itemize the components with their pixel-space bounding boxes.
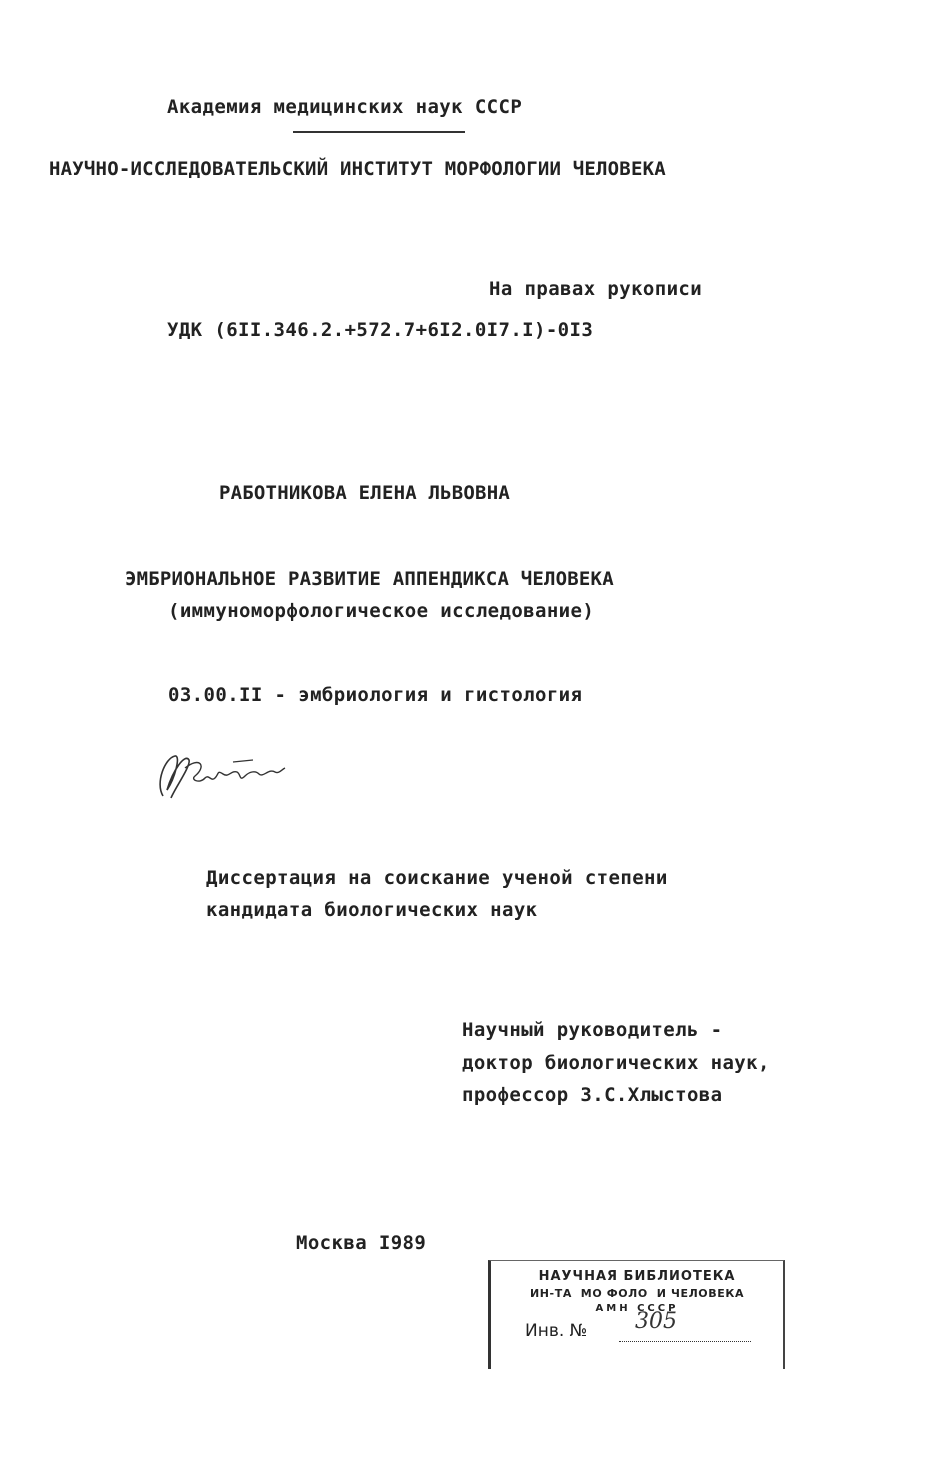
dissertation-line1: Диссертация на соискание ученой степени [206, 867, 668, 889]
stamp-inventory-label: Инв. № [525, 1321, 588, 1341]
author-signature-image [145, 748, 295, 808]
specialty-code: 03.00.II - эмбриология и гистология [168, 684, 583, 706]
supervisor-name: профессор З.С.Хлыстова [462, 1084, 723, 1106]
academy-name: Академия медицинских наук СССР [167, 96, 523, 118]
institute-name: НАУЧНО-ИССЛЕДОВАТЕЛЬСКИЙ ИНСТИТУТ МОРФОЛОГИИ ЧЕЛОВЕКА [49, 158, 666, 180]
thesis-title: ЭМБРИОНАЛЬНОЕ РАЗВИТИЕ АППЕНДИКСА ЧЕЛОВЕКА [125, 568, 614, 590]
stamp-institute: ИН-ТА МО ФОЛО И ЧЕЛОВЕКА [529, 1287, 745, 1300]
dissertation-line2: кандидата биологических наук [206, 899, 538, 921]
supervisor-degree: доктор биологических наук, [462, 1052, 770, 1074]
stamp-academy: АМН СССР [595, 1303, 679, 1314]
udc-code: УДК (6II.346.2.+572.7+6I2.0I7.I)-0I3 [167, 319, 594, 341]
manuscript-rights: На правах рукописи [489, 278, 703, 300]
supervisor-role: Научный руководитель - [462, 1019, 723, 1041]
author-name: РАБОТНИКОВА ЕЛЕНА ЛЬВОВНА [219, 482, 510, 504]
place-year: Москва I989 [296, 1232, 427, 1254]
thesis-subtitle: (иммуноморфологическое исследование) [168, 600, 595, 622]
stamp-library-name: НАУЧНАЯ БИБЛИОТЕКА [538, 1269, 736, 1284]
header-divider [293, 131, 465, 133]
stamp-inventory-line [619, 1341, 751, 1342]
library-stamp [488, 1260, 785, 1369]
stamp-inventory-number: 305 [635, 1309, 677, 1334]
